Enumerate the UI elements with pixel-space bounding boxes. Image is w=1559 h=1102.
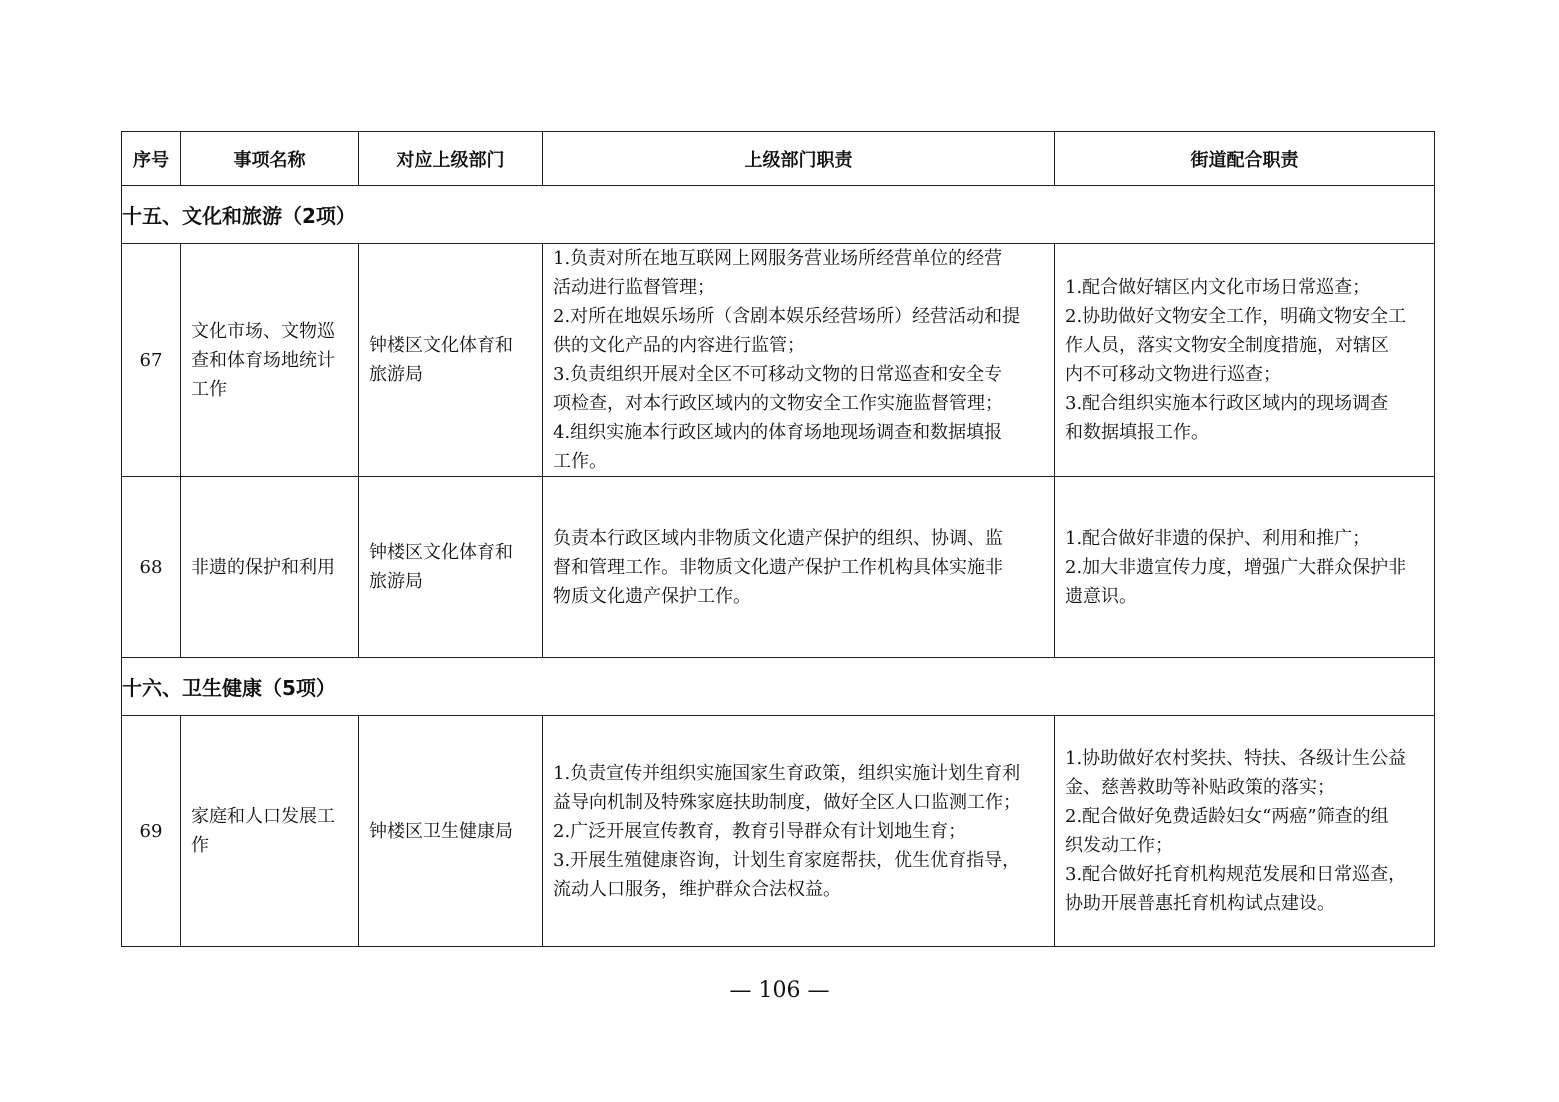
text-line: 2.对所在地娱乐场所（含剧本娱乐经营场所）经营活动和提 — [553, 306, 1021, 327]
superior-duty-cell — [543, 477, 1055, 658]
text-line: 物质文化遗产保护工作。 — [553, 585, 751, 607]
text-line: 2.配合做好免费适龄妇女“两癌”筛查的组 — [1065, 806, 1389, 827]
text-line: 3.负责组织开展对全区不可移动文物的日常巡查和安全专 — [553, 364, 1003, 385]
row-number: 69 — [122, 716, 181, 947]
text-line: 流动人口服务，维护群众合法权益。 — [553, 878, 841, 900]
table-row — [122, 477, 1435, 658]
text-line: 金、慈善救助等补贴政策的落实； — [1065, 777, 1335, 798]
item-name-cell — [181, 244, 359, 477]
section-heading-row — [122, 658, 1435, 716]
text-line: 活动进行监督管理； — [553, 277, 715, 298]
text-line: 3.配合做好托育机构规范发展和日常巡查， — [1065, 864, 1407, 885]
text-line: 作 — [191, 835, 209, 856]
header-no: 序号 — [122, 132, 181, 186]
header-dept: 对应上级部门 — [359, 132, 543, 186]
table-row — [122, 716, 1435, 947]
superior-duty-cell — [543, 716, 1055, 947]
text-line: 家庭和人口发展工 — [191, 806, 335, 827]
page-number: — 106 — — [729, 978, 830, 1003]
text-line: 项检查，对本行政区域内的文物安全工作实施监督管理； — [553, 393, 1003, 414]
text-line: 供的文化产品的内容进行监管； — [553, 335, 805, 356]
section-title: 十六、卫生健康（5项） — [122, 658, 1435, 716]
text-line: 2.广泛开展宣传教育，教育引导群众有计划地生育； — [553, 820, 967, 842]
text-line: 协助开展普惠托育机构试点建设。 — [1065, 893, 1335, 914]
text-line: 查和体育场地统计 — [191, 349, 335, 371]
street-coop-cell — [1055, 244, 1435, 477]
text-line: 内不可移动文物进行巡查； — [1065, 364, 1281, 385]
text-line: 1.负责对所在地互联网上网服务营业场所经营单位的经营 — [553, 248, 1003, 269]
text-line: 工作 — [191, 378, 227, 400]
section-title: 十五、文化和旅游（2项） — [122, 186, 1435, 244]
text-line: 作人员，落实文物安全制度措施，对辖区 — [1065, 335, 1389, 356]
text-line: 非遗的保护和利用 — [191, 556, 335, 578]
table-row — [122, 244, 1435, 477]
text-line: 4.组织实施本行政区域内的体育场地现场调查和数据填报 — [553, 422, 1003, 443]
text-line: 负责本行政区域内非物质文化遗产保护的组织、协调、监 — [553, 527, 1003, 549]
header-coop: 街道配合职责 — [1055, 132, 1435, 186]
table-header-row — [122, 132, 1435, 186]
text-line: 钟楼区文化体育和 — [369, 335, 513, 356]
text-line: 益导向机制及特殊家庭扶助制度，做好全区人口监测工作； — [553, 791, 1021, 813]
text-line: 督和管理工作。非物质文化遗产保护工作机构具体实施非 — [553, 556, 1003, 578]
text-line: 1.配合做好非遗的保护、利用和推广； — [1065, 527, 1371, 549]
text-line: 1.配合做好辖区内文化市场日常巡查； — [1065, 277, 1371, 298]
department-cell — [359, 716, 543, 947]
text-line: 旅游局 — [369, 364, 423, 385]
duty-table — [121, 131, 1435, 947]
row-number: 68 — [122, 477, 181, 658]
text-line: 1.负责宣传并组织实施国家生育政策，组织实施计划生育利 — [553, 762, 1021, 784]
item-name-cell — [181, 716, 359, 947]
street-coop-cell — [1055, 716, 1435, 947]
text-line: 文化市场、文物巡 — [191, 320, 335, 342]
row-number: 67 — [122, 244, 181, 477]
text-line: 2.协助做好文物安全工作，明确文物安全工 — [1065, 306, 1407, 327]
text-line: 3.开展生殖健康咨询，计划生育家庭帮扶，优生优育指导， — [553, 849, 1021, 871]
text-line: 遗意识。 — [1065, 585, 1137, 607]
text-line: 1.协助做好农村奖扶、特扶、各级计生公益 — [1065, 748, 1407, 769]
header-duty: 上级部门职责 — [543, 132, 1055, 186]
text-line: 钟楼区卫生健康局 — [369, 820, 513, 842]
header-name: 事项名称 — [181, 132, 359, 186]
department-cell — [359, 477, 543, 658]
section-heading-row — [122, 186, 1435, 244]
text-line: 工作。 — [553, 451, 607, 472]
text-line: 2.加大非遗宣传力度，增强广大群众保护非 — [1065, 556, 1407, 578]
text-line: 和数据填报工作。 — [1065, 422, 1209, 443]
text-line: 旅游局 — [369, 571, 423, 592]
text-line: 钟楼区文化体育和 — [369, 542, 513, 563]
department-cell — [359, 244, 543, 477]
text-line: 织发动工作； — [1065, 835, 1173, 856]
text-line: 3.配合组织实施本行政区域内的现场调查 — [1065, 393, 1389, 414]
street-coop-cell — [1055, 477, 1435, 658]
item-name-cell — [181, 477, 359, 658]
superior-duty-cell — [543, 244, 1055, 477]
